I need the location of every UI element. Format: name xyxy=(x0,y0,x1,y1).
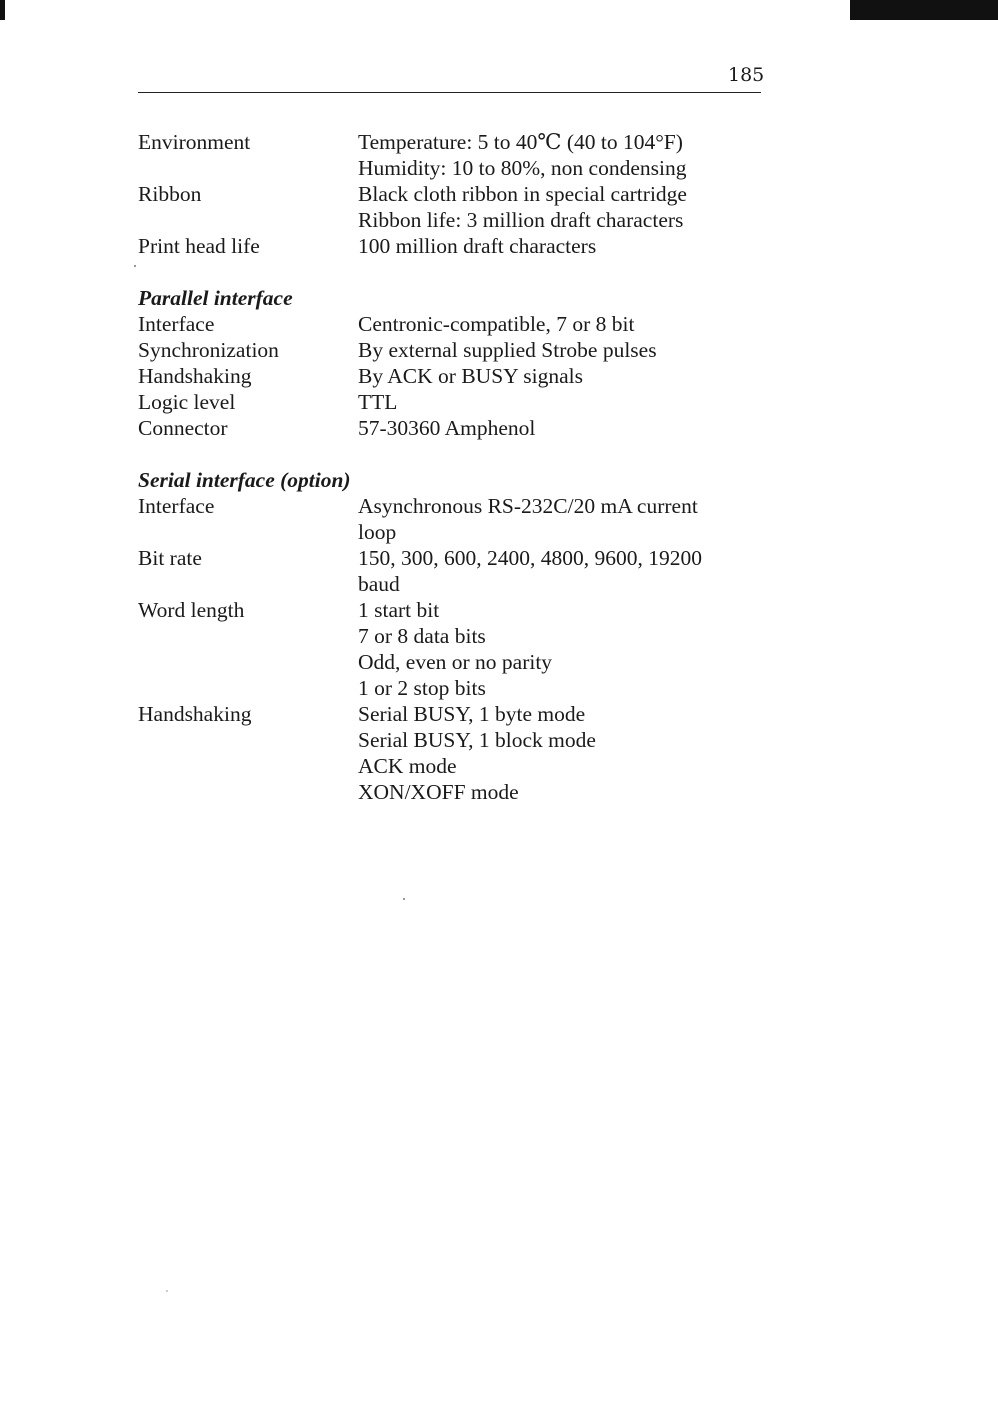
spec-values xyxy=(358,701,778,805)
spec-values xyxy=(358,311,778,337)
spec-row-bit-rate xyxy=(138,545,778,597)
section-spacer xyxy=(138,441,778,467)
spec-value: ACK mode xyxy=(358,754,457,778)
spec-label: Synchronization xyxy=(138,338,279,362)
spec-row-environment xyxy=(138,129,778,181)
spec-values xyxy=(358,415,778,441)
scan-speck xyxy=(166,1290,168,1292)
spec-values xyxy=(358,389,778,415)
section-spacer xyxy=(138,259,778,285)
spec-value: Temperature: 5 to 40℃ (40 to 104°F) xyxy=(358,130,683,154)
spec-value: 150, 300, 600, 2400, 4800, 9600, 19200 xyxy=(358,546,702,570)
specifications-content xyxy=(138,129,778,805)
spec-values xyxy=(358,545,778,597)
spec-label: Environment xyxy=(138,130,251,154)
spec-values xyxy=(358,181,778,233)
spec-label: Interface xyxy=(138,494,215,518)
spec-value: Centronic-compatible, 7 or 8 bit xyxy=(358,312,635,336)
scan-edge-mark-right xyxy=(850,0,998,20)
spec-label: Word length xyxy=(138,598,245,622)
section-heading-parallel: Parallel interface xyxy=(138,286,293,310)
spec-label: Logic level xyxy=(138,390,236,414)
spec-value: Black cloth ribbon in special cartridge xyxy=(358,182,687,206)
page-number: 185 xyxy=(728,64,765,86)
spec-value: Odd, even or no parity xyxy=(358,650,553,674)
spec-row-handshaking xyxy=(138,363,778,389)
spec-value: Humidity: 10 to 80%, non condensing xyxy=(358,156,687,180)
spec-values xyxy=(358,233,778,259)
spec-value: Asynchronous RS-232C/20 mA current xyxy=(358,494,698,518)
spec-label: Handshaking xyxy=(138,702,252,726)
section-heading-serial: Serial interface (option) xyxy=(138,468,351,492)
spec-value: 1 start bit xyxy=(358,598,440,622)
spec-label: Print head life xyxy=(138,234,260,258)
spec-values xyxy=(358,597,778,701)
spec-row-connector xyxy=(138,415,778,441)
spec-value: By ACK or BUSY signals xyxy=(358,364,583,388)
spec-value: Serial BUSY, 1 block mode xyxy=(358,728,596,752)
spec-values xyxy=(358,493,778,545)
scan-edge-mark-left xyxy=(0,0,5,20)
spec-value: loop xyxy=(358,520,397,544)
spec-value: 100 million draft characters xyxy=(358,234,597,258)
spec-row-synchronization xyxy=(138,337,778,363)
spec-value: 1 or 2 stop bits xyxy=(358,676,486,700)
spec-value: 57-30360 Amphenol xyxy=(358,416,536,440)
spec-label: Ribbon xyxy=(138,182,202,206)
spec-value: By external supplied Strobe pulses xyxy=(358,338,657,362)
spec-value: TTL xyxy=(358,390,398,414)
spec-row-word-length xyxy=(138,597,778,701)
spec-label: Connector xyxy=(138,416,228,440)
spec-label: Handshaking xyxy=(138,364,252,388)
spec-value: XON/XOFF mode xyxy=(358,780,519,804)
serial-interface-section xyxy=(138,467,778,805)
spec-row-interface xyxy=(138,493,778,545)
spec-value: Serial BUSY, 1 byte mode xyxy=(358,702,586,726)
spec-value: baud xyxy=(358,572,400,596)
spec-row-ribbon xyxy=(138,181,778,233)
spec-row-interface xyxy=(138,311,778,337)
general-specs xyxy=(138,129,778,259)
header-rule xyxy=(138,92,761,93)
spec-values xyxy=(358,129,778,181)
spec-label: Bit rate xyxy=(138,546,202,570)
spec-row-logic-level xyxy=(138,389,778,415)
spec-values xyxy=(358,363,778,389)
spec-value: Ribbon life: 3 million draft characters xyxy=(358,208,684,232)
spec-value: 7 or 8 data bits xyxy=(358,624,486,648)
spec-row-print-head-life xyxy=(138,233,778,259)
spec-label: Interface xyxy=(138,312,215,336)
spec-row-handshaking xyxy=(138,701,778,805)
spec-values xyxy=(358,337,778,363)
scan-speck xyxy=(403,898,405,900)
scan-speck xyxy=(134,265,136,267)
parallel-interface-section xyxy=(138,285,778,441)
